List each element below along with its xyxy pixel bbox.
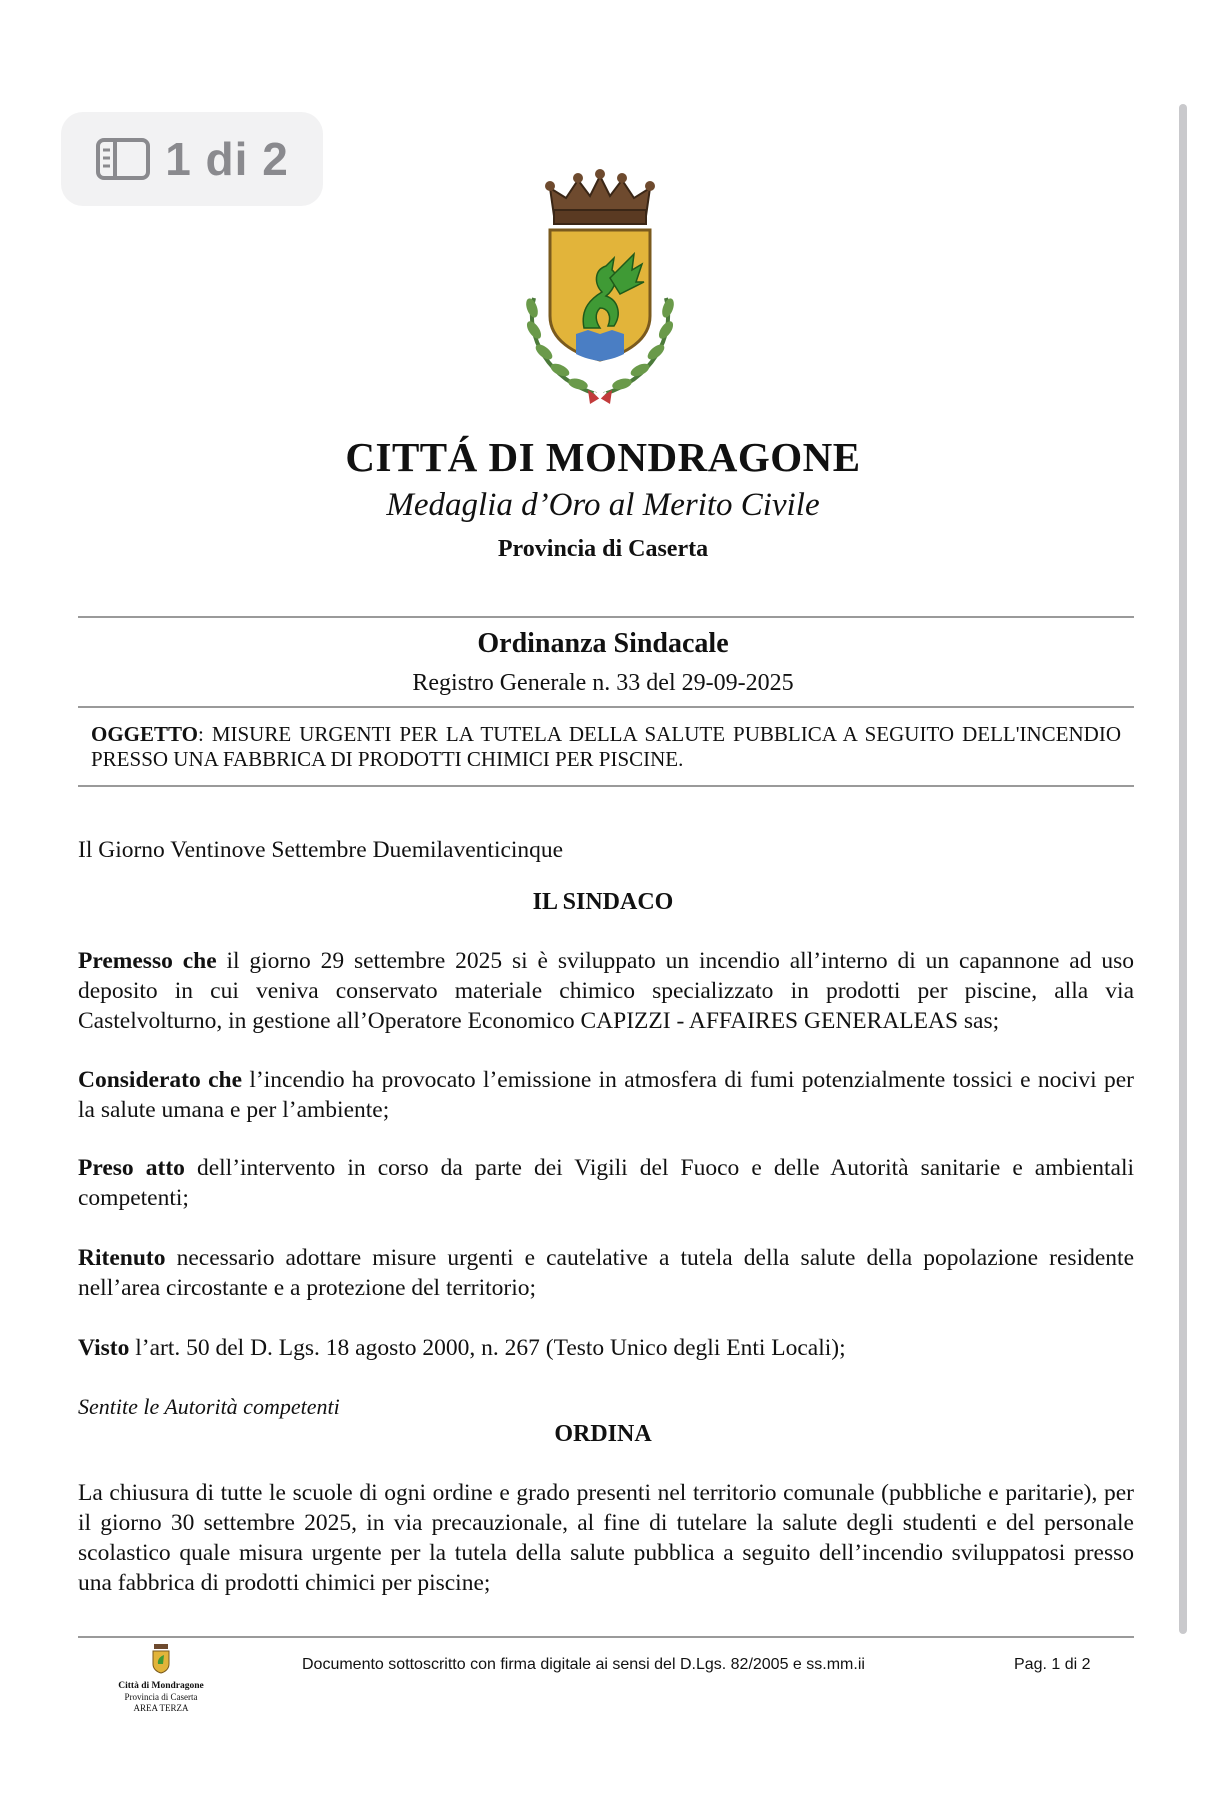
page-indicator[interactable] [61,112,323,206]
paragraph-lead: Premesso che [78,948,217,974]
subject-text: : MISURE URGENTI PER LA TUTELA DELLA SALUTE PUBBLICA A SEGUITO DELL'INCENDIO PRESSO UNA FABBRICA DI PRODOTTI CHIMICI PER PISCINE. [91,722,1121,771]
page-indicator-label: 1 di 2 [165,133,289,185]
coat-of-arms-small-icon [149,1642,173,1676]
order-text: La chiusura di tutte le scuole di ogni ordine e grado presenti nel territorio comunale (pubbliche e paritarie), per il giorno 30 settembre 2025, in via precauzionale, al fine di tutelare la salute degli studenti e del personale scolastico quale misura urgente per la tutela della salute pubblica a seguito dell’incendio sviluppatosi presso una fabbrica di prodotti chimici per piscine; [78,1480,1134,1596]
divider-registry [78,706,1134,708]
consulted-authorities: Sentite le Autorità competenti [78,1394,340,1419]
paragraph-preso-atto [78,1153,1134,1213]
paragraph-lead: Preso atto [78,1155,185,1181]
paragraph-text: dell’intervento in corso da parte dei Vigili del Fuoco e delle Autorità sanitarie e ambientali competenti; [78,1155,1134,1211]
scrollbar[interactable] [1179,104,1187,1634]
divider-top [78,616,1134,618]
city-name: CITTÁ DI MONDRAGONE [345,434,861,480]
ordinance-title: Ordinanza Sindacale [477,628,729,659]
paragraph-ritenuto [78,1243,1134,1303]
date-line: Il Giorno Ventinove Settembre Duemilaventicinque [78,837,564,863]
paragraph-text: l’art. 50 del D. Lgs. 18 agosto 2000, n. 267 (Testo Unico degli Enti Locali); [129,1335,846,1361]
footer-logo [96,1642,226,1714]
divider-subject [78,785,1134,787]
paragraph-lead: Ritenuto [78,1245,166,1271]
paragraph-considerato [78,1065,1134,1125]
paragraph-text: necessario adottare misure urgenti e cautelative a tutela della salute della popolazione residente nell’area circostante e a protezione del territorio; [78,1245,1134,1301]
footer-logo-name: Città di Mondragone [118,1681,204,1691]
paragraph-lead: Visto [78,1335,130,1361]
paragraph-text: il giorno 29 settembre 2025 si è sviluppato un incendio all’interno di un capannone ad uso deposito in cui veniva conservato materiale chimico specializzato in prodotti per piscine, alla via Castelvolturno, in gestione all’Operatore Economico CAPIZZI - AFFAIRES GENERALEAS sas; [78,948,1134,1034]
subject-label: OGGETTO [91,722,198,746]
divider-footer [78,1636,1134,1638]
sidebar-panel-icon [95,137,151,181]
paragraph-lead: Considerato che [78,1067,243,1093]
coat-of-arms-emblem [510,158,690,410]
page-number: Pag. 1 di 2 [1014,1656,1091,1673]
footer-logo-area: AREA TERZA [133,1703,189,1713]
paragraph-premesso [78,946,1134,1036]
digital-signature-note: Documento sottoscritto con firma digitale ai sensi del D.Lgs. 82/2005 e ss.mm.ii [302,1656,865,1673]
footer-logo-province: Provincia di Caserta [124,1692,198,1702]
registry-line: Registro Generale n. 33 del 29-09-2025 [412,670,794,696]
mayor-heading: IL SINDACO [532,889,674,915]
paragraph-text: l’incendio ha provocato l’emissione in atmosfera di fumi potenzialmente tossici e nocivi per la salute umana e per l’ambiente; [78,1067,1134,1123]
paragraph-visto [78,1333,1134,1363]
province-name: Provincia di Caserta [497,536,709,562]
city-motto: Medaglia d’Oro al Merito Civile [386,487,820,523]
order-heading: ORDINA [554,1421,652,1447]
subject-block [91,722,1121,772]
